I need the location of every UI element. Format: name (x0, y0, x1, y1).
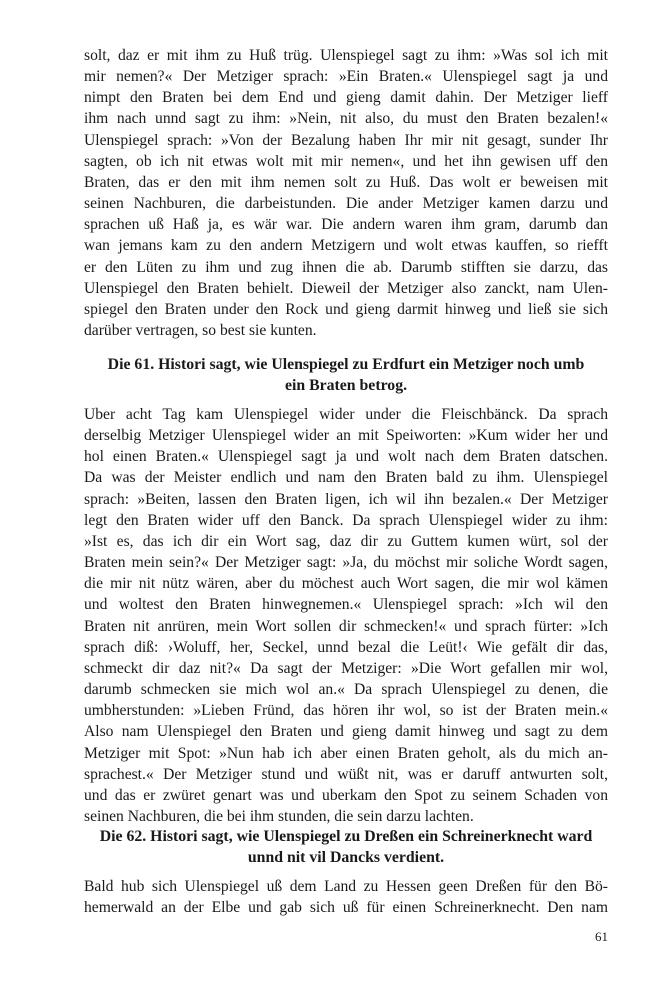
text-line: Da was der Meister endlich und nam den Braten bald zu ihm. Ulenspiegel (84, 469, 608, 487)
text-line: Uber acht Tag kam Ulenspiegel wider under die Fleischbänck. Da sprach (84, 406, 608, 423)
text-line: legt den Braten wider uff den Banck. Da sprach Ulenspiegel wider zu ihm: (84, 511, 608, 529)
chapter-heading-62 (84, 826, 608, 868)
text-line: die mir nit nütz wären, aber du möchest auch Wort sagen, die mir wol kämen (84, 575, 608, 593)
text-line: darüber vertragen, so best sie kunten. (84, 322, 317, 340)
text-line: umbherstunden: »Lieben Fründ, das hören ihr wol, so ist der Braten mein.« (84, 702, 608, 720)
text-line: Bald hub sich Ulenspiegel uß dem Land zu Hessen geen Dreßen für den Bö- (84, 878, 608, 895)
heading-line: unnd nit vil Dancks verdient. (247, 849, 445, 866)
text-line: mir nemen?« Der Metziger sprach: »Ein Braten.« Ulenspiegel sagt ja und (84, 68, 608, 86)
text-line: Ulenspiegel sprach: »Von der Bezalung haben Ihr mir nit gesagt, sunder Ihr (84, 131, 608, 149)
text-line: sprachest.« Der Metziger stund und wüßt nit, was er daruff antwurten solt, (84, 765, 608, 783)
text-line: seinen Nachburen, die darbeistunden. Die ander Metziger kamen darzu und (84, 195, 608, 213)
text-line: Braten mein sein?« Der Metziger sagt: »Ja, du möchst mir soliche Wordt sagen, (84, 554, 608, 572)
text-line: Ulenspiegel den Braten behielt. Dieweil der Metziger also zanckt, nam Ulen- (84, 279, 608, 297)
chapter-heading-61 (84, 354, 608, 396)
text-line: »Ist es, das ich dir ein Wort sag, daz dir zu Guttem kumen würt, sol der (84, 532, 608, 550)
text-line: Also nam Ulenspiegel den Braten und gieng damit hinweg und sagt zu dem (84, 723, 608, 741)
text-line: Braten nit anrüren, mein Wort sollen dir schmecken!« und sprach fürter: »Ich (84, 617, 608, 635)
text-line: sprach: »Beiten, lassen den Braten ligen, ich wil ihn bezalen.« Der Metziger (84, 490, 608, 508)
paragraph-histori-62 (84, 876, 608, 918)
text-line: ihm nach unnd sagt zu ihm: »Nein, nit also, du must den Braten bezalen!« (84, 110, 608, 128)
text-line: sprach diß: ›Woluff, her, Seckel, unnd bezal die Leüt!‹ Wie gefält dir das, (84, 638, 608, 656)
text-line: er den Lüten zu ihm und zug ihnen die ab. Darumb stifften sie darzu, das (84, 258, 608, 276)
text-line: Metziger mit Spot: »Nun hab ich aber einen Braten geholt, als du mich an- (84, 744, 608, 762)
heading-line: ein Braten betrog. (284, 377, 408, 394)
text-line: schmeckt dir daz nit?« Da sagt der Metziger: »Die Wort gefallen mir wol, (84, 659, 608, 677)
text-line: derselbig Metziger Ulenspiegel wider an mit Speiworten: »Kum wider her und (84, 427, 608, 445)
text-line: sagten, ob ich nit etwas wolt mit mir nemen«, und het ihn gewisen uff den (84, 152, 608, 170)
paragraph-intro (84, 45, 608, 341)
heading-line: Die 61. Histori sagt, wie Ulenspiegel zu Erdfurt ein Metziger noch umb (107, 356, 585, 373)
text-line: Braten, das er den mit ihm nemen solt zu Huß. Das wolt er beweisen mit (84, 173, 608, 191)
text-line: sprachen uß Haß ja, es wär war. Die andern waren ihm gram, darumb dan (84, 216, 608, 234)
text-line: spiegel den Braten under den Rock und gieng darmit hinweg und ließ sie sich (84, 300, 608, 318)
page-number: 61 (595, 929, 608, 944)
text-line: und woltest den Braten hinwegnemen.« Ulenspiegel sprach: »Ich wil den (84, 596, 608, 614)
text-line: hol einen Braten.« Ulenspiegel sagt ja und wolt nach dem Braten datschen. (84, 448, 608, 466)
text-line: wan jemans kam zu den andern Metzigern und wolt etwas kauffen, so riefft (84, 237, 608, 255)
text-line: nimpt den Braten bei dem End und gieng damit dahin. Der Metziger lieff (84, 89, 608, 107)
text-line: und das er zwüret genart was und uberkam den Spot zu seinem Schaden von (84, 786, 608, 804)
text-line: seinen Nachburen, die bei ihm stunden, die sein darzu lachten. (84, 807, 474, 825)
heading-line: Die 62. Histori sagt, wie Ulenspiegel zu Dreßen ein Schreinerknecht ward (99, 828, 593, 845)
paragraph-histori-61 (84, 404, 608, 827)
text-line: hemerwald an der Elbe und gab sich uß für einen Schreinerknecht. Den nam (84, 899, 608, 917)
text-line: darumb schmecken sie mich wol an.« Da sprach Ulenspiegel zu denen, die (84, 681, 608, 699)
text-line: solt, daz er mit ihm zu Huß trüg. Ulenspiegel sagt zu ihm: »Was sol ich mit (84, 47, 608, 64)
